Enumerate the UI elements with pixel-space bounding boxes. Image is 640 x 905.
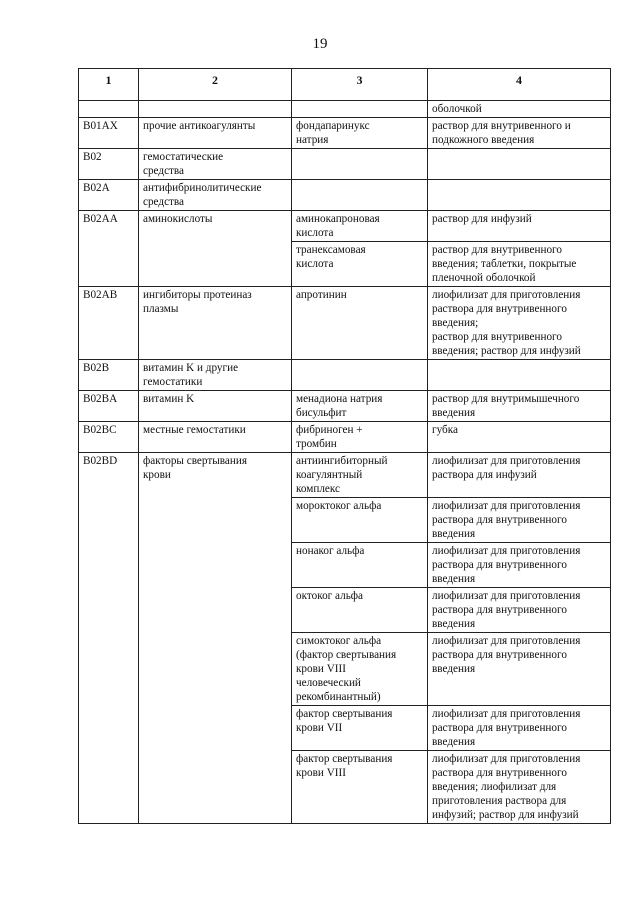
group-line: гемостатики [143, 376, 203, 388]
column-header-2: 2 [139, 69, 292, 101]
dosage-form-line: введения [432, 528, 476, 540]
dosage-form-line: лиофилизат для приготовления [432, 289, 581, 301]
group-cell [139, 422, 292, 453]
dosage-form-line: введения [432, 618, 476, 630]
group-cell [139, 149, 292, 180]
substance-line: крови VIII [296, 663, 346, 675]
dosage-form-line: раствора для внутривенного [432, 514, 567, 526]
atc-code-cell: B02BD [79, 453, 139, 824]
substance-line: человеческий [296, 677, 361, 689]
group-line: факторы свертывания [143, 455, 247, 467]
table-row [79, 118, 611, 149]
substance-line: нонаког альфа [296, 545, 365, 557]
dosage-form-line: раствора для внутривенного [432, 303, 567, 315]
dosage-form-cell [428, 633, 611, 706]
dosage-form-cell [428, 706, 611, 751]
dosage-form-line: приготовления раствора для [432, 795, 567, 807]
dosage-form-cell [428, 751, 611, 824]
substance-line: кислота [296, 227, 334, 239]
substance-line: коагулянтный [296, 469, 363, 481]
substance-cell [292, 118, 428, 149]
dosage-form-cell [428, 118, 611, 149]
dosage-form-line: введения; лиофилизат для [432, 781, 557, 793]
substance-cell [292, 211, 428, 242]
dosage-form-cell [428, 149, 611, 180]
substance-line: фактор свертывания [296, 708, 393, 720]
dosage-form-cell [428, 543, 611, 588]
dosage-form-line: лиофилизат для приготовления [432, 590, 581, 602]
atc-code-cell: B02 [79, 149, 139, 180]
substance-cell [292, 453, 428, 498]
substance-cell [292, 498, 428, 543]
dosage-form-cell [428, 391, 611, 422]
group-line: крови [143, 469, 171, 481]
atc-code-cell: B02AB [79, 287, 139, 360]
dosage-form-line: раствор для инфузий [432, 213, 532, 225]
substance-cell [292, 588, 428, 633]
table-row [79, 391, 611, 422]
dosage-form-line: раствора для внутривенного [432, 559, 567, 571]
dosage-form-line: введения [432, 407, 476, 419]
dosage-form-line: введения; [432, 317, 479, 329]
table-row [79, 360, 611, 391]
dosage-form-line: введения; раствор для инфузий [432, 345, 581, 357]
atc-code-cell: B02B [79, 360, 139, 391]
group-cell [139, 118, 292, 149]
drug-table [78, 68, 611, 824]
group-cell [139, 287, 292, 360]
dosage-form-line: оболочкой [432, 103, 482, 115]
dosage-form-line: раствор для внутримышечного [432, 393, 580, 405]
substance-cell [292, 360, 428, 391]
table-row [79, 149, 611, 180]
dosage-form-line: введения [432, 663, 476, 675]
substance-line: мороктоког альфа [296, 500, 382, 512]
substance-line: кислота [296, 258, 334, 270]
substance-line: фибриноген + [296, 424, 363, 436]
table-row [79, 211, 611, 242]
substance-cell [292, 101, 428, 118]
dosage-form-line: лиофилизат для приготовления [432, 500, 581, 512]
table-header-row [79, 69, 611, 101]
substance-line: крови VII [296, 722, 343, 734]
substance-cell [292, 706, 428, 751]
dosage-form-line: введения [432, 573, 476, 585]
dosage-form-line: подкожного введения [432, 134, 535, 146]
substance-cell [292, 422, 428, 453]
substance-line: фондапаринукс [296, 120, 370, 132]
substance-line: менадиона натрия [296, 393, 383, 405]
dosage-form-line: лиофилизат для приготовления [432, 753, 581, 765]
atc-code-cell: B02BC [79, 422, 139, 453]
dosage-form-cell [428, 101, 611, 118]
substance-line: антиингибиторный [296, 455, 388, 467]
group-cell [139, 211, 292, 287]
group-cell [139, 101, 292, 118]
table-row [79, 422, 611, 453]
substance-cell [292, 543, 428, 588]
table-row [79, 180, 611, 211]
substance-cell [292, 149, 428, 180]
substance-cell [292, 751, 428, 824]
dosage-form-line: инфузий; раствор для инфузий [432, 809, 579, 821]
substance-cell [292, 242, 428, 287]
table-row [79, 453, 611, 498]
table-row [79, 287, 611, 360]
group-cell [139, 360, 292, 391]
table-row [79, 101, 611, 118]
page-number: 19 [312, 36, 328, 52]
column-header-1: 1 [79, 69, 139, 101]
dosage-form-cell [428, 422, 611, 453]
atc-code-cell: B02BA [79, 391, 139, 422]
group-line: антифибринолитические [143, 182, 262, 194]
dosage-form-line: лиофилизат для приготовления [432, 455, 581, 467]
dosage-form-line: раствора для внутривенного [432, 649, 567, 661]
group-line: аминокислоты [143, 213, 213, 225]
group-line: средства [143, 196, 185, 208]
dosage-form-line: губка [432, 424, 458, 436]
substance-line: транексамовая [296, 244, 366, 256]
substance-cell [292, 391, 428, 422]
dosage-form-line: раствор для внутривенного [432, 331, 562, 343]
dosage-form-line: лиофилизат для приготовления [432, 708, 581, 720]
dosage-form-cell [428, 498, 611, 543]
substance-line: симоктоког альфа [296, 635, 382, 647]
atc-code-cell: B02AA [79, 211, 139, 287]
group-line: витамин K и другие [143, 362, 239, 374]
dosage-form-cell [428, 242, 611, 287]
substance-cell [292, 633, 428, 706]
substance-line: натрия [296, 134, 329, 146]
group-cell [139, 453, 292, 824]
atc-code-cell [79, 101, 139, 118]
substance-line: бисульфит [296, 407, 347, 419]
group-line: плазмы [143, 303, 179, 315]
group-line: витамин K [143, 393, 195, 405]
substance-cell [292, 287, 428, 360]
atc-code-cell: B02A [79, 180, 139, 211]
substance-line: тромбин [296, 438, 337, 450]
group-cell [139, 180, 292, 211]
dosage-form-line: раствора для внутривенного [432, 722, 567, 734]
dosage-form-line: раствор для внутривенного [432, 244, 562, 256]
dosage-form-line: раствор для внутривенного и [432, 120, 571, 132]
dosage-form-line: введения; таблетки, покрытые [432, 258, 577, 270]
substance-line: апротинин [296, 289, 347, 301]
group-line: ингибиторы протеиназ [143, 289, 252, 301]
substance-line: фактор свертывания [296, 753, 393, 765]
substance-cell [292, 180, 428, 211]
group-line: местные гемостатики [143, 424, 246, 436]
column-header-4: 4 [428, 69, 611, 101]
dosage-form-cell [428, 588, 611, 633]
atc-code-cell: B01AX [79, 118, 139, 149]
dosage-form-line: лиофилизат для приготовления [432, 635, 581, 647]
dosage-form-line: раствора для инфузий [432, 469, 537, 481]
substance-line: рекомбинантный) [296, 691, 381, 703]
dosage-form-line: раствора для внутривенного [432, 604, 567, 616]
dosage-form-cell [428, 360, 611, 391]
group-line: прочие антикоагулянты [143, 120, 256, 132]
substance-line: комплекс [296, 483, 340, 495]
dosage-form-cell [428, 287, 611, 360]
dosage-form-cell [428, 211, 611, 242]
group-line: гемостатические [143, 151, 224, 163]
column-header-3: 3 [292, 69, 428, 101]
dosage-form-cell [428, 180, 611, 211]
dosage-form-line: лиофилизат для приготовления [432, 545, 581, 557]
substance-line: крови VIII [296, 767, 346, 779]
substance-line: аминокапроновая [296, 213, 380, 225]
dosage-form-line: раствора для внутривенного [432, 767, 567, 779]
substance-line: октоког альфа [296, 590, 364, 602]
dosage-form-line: пленочной оболочкой [432, 272, 536, 284]
group-cell [139, 391, 292, 422]
dosage-form-cell [428, 453, 611, 498]
group-line: средства [143, 165, 185, 177]
substance-line: (фактор свертывания [296, 649, 397, 661]
dosage-form-line: введения [432, 736, 476, 748]
